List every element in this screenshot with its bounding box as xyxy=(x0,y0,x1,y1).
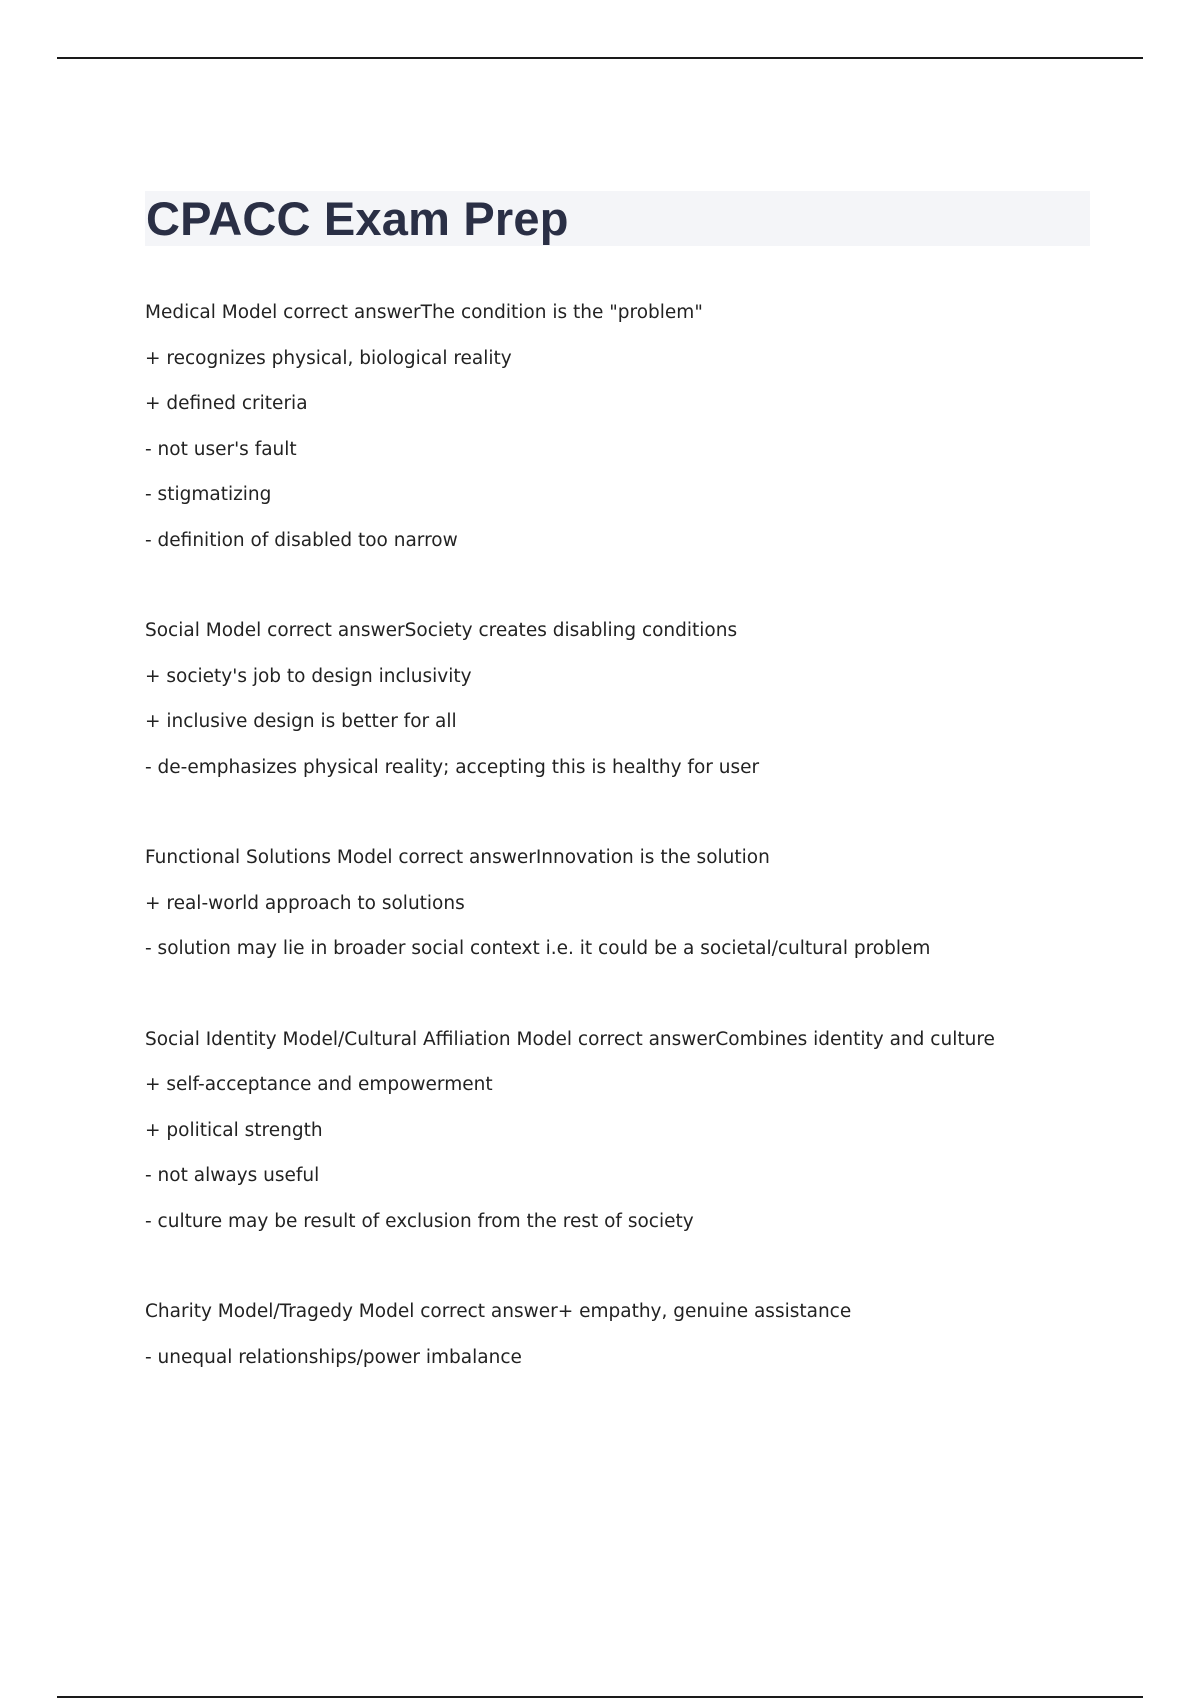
entry-point: + recognizes physical, biological reality xyxy=(145,347,512,369)
entry-question: Social Identity Model/Cultural Affiliation Model correct answerCombines identity and culture xyxy=(145,1028,995,1050)
entry-question: Charity Model/Tragedy Model correct answer+ empathy, genuine assistance xyxy=(145,1301,852,1322)
entry-point: - stigmatizing xyxy=(145,484,272,505)
entry-question: Functional Solutions Model correct answerInnovation is the solution xyxy=(145,847,770,868)
entry-functional-solutions-model xyxy=(145,835,1105,972)
header-rule xyxy=(57,57,1143,59)
entry-charity-model xyxy=(145,1289,1105,1380)
entry-point: + society's job to design inclusivity xyxy=(145,665,472,687)
entry-point: - not always useful xyxy=(145,1165,320,1186)
entry-medical-model xyxy=(145,290,1105,563)
entry-point: + real-world approach to solutions xyxy=(145,892,465,914)
entry-point: + self-acceptance and empowerment xyxy=(145,1074,493,1095)
entry-point: + political strength xyxy=(145,1119,323,1141)
entry-social-identity-model xyxy=(145,1017,1105,1245)
document-title: CPACC Exam Prep xyxy=(146,192,569,245)
entry-point: + inclusive design is better for all xyxy=(145,711,457,732)
entry-point: + defined criteria xyxy=(145,393,308,414)
entry-question: Social Model correct answerSociety creates disabling conditions xyxy=(145,620,738,641)
entry-point: - culture may be result of exclusion from the rest of society xyxy=(145,1210,694,1232)
entry-point: - de-emphasizes physical reality; accepting this is healthy for user xyxy=(145,756,760,778)
document-body xyxy=(145,290,1105,1425)
entry-point: - solution may lie in broader social context i.e. it could be a societal/cultural problem xyxy=(145,938,931,959)
footer-rule xyxy=(57,1696,1143,1698)
entry-point: - definition of disabled too narrow xyxy=(145,529,458,551)
entry-point: - unequal relationships/power imbalance xyxy=(145,1346,522,1368)
entry-point: - not user's fault xyxy=(145,438,297,460)
entry-social-model xyxy=(145,608,1105,790)
entry-question: Medical Model correct answerThe condition is the "problem" xyxy=(145,302,703,323)
